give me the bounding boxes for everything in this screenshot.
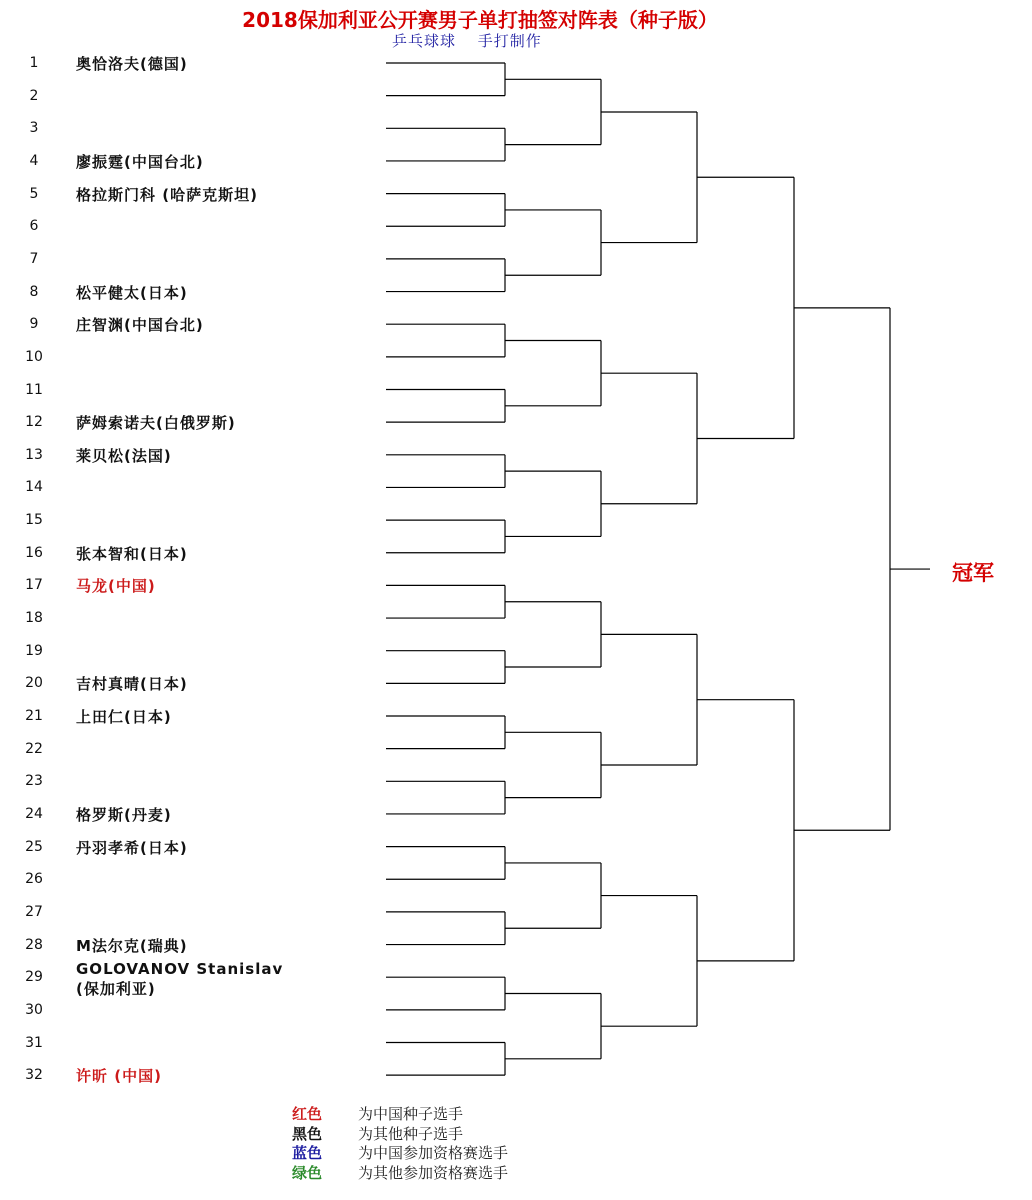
legend-description: 为其他参加资格赛选手 (358, 1163, 509, 1182)
draw-position-number: 16 (25, 544, 43, 561)
draw-position-number: 7 (29, 250, 39, 267)
draw-position-number: 8 (29, 283, 39, 300)
player-name: 松平健太(日本) (76, 283, 188, 302)
player-name: 奥恰洛夫(德国) (76, 55, 188, 73)
draw-position-number: 10 (25, 348, 43, 365)
draw-position-number: 2 (29, 87, 39, 104)
legend-color-label: 黑色 (292, 1124, 323, 1143)
draw-position-number: 5 (29, 185, 39, 202)
draw-position-number: 22 (25, 740, 43, 757)
draw-position-number: 19 (25, 642, 43, 659)
legend-color-label: 蓝色 (292, 1144, 323, 1162)
draw-position-number: 20 (25, 675, 43, 692)
player-name: 格罗斯(丹麦) (76, 805, 172, 824)
draw-position-number: 27 (25, 903, 43, 920)
draw-position-number: 1 (29, 55, 39, 71)
draw-position-number: 26 (25, 871, 43, 888)
draw-position-number: 15 (25, 512, 43, 529)
draw-position-number: 24 (25, 805, 43, 822)
draw-position-number: 25 (25, 838, 43, 855)
draw-position-number: 31 (25, 1034, 43, 1051)
player-name: 吉村真晴(日本) (76, 675, 188, 694)
player-name: 莱贝松(法国) (76, 446, 172, 465)
draw-position-number: 23 (25, 773, 43, 790)
draw-position-number: 14 (25, 479, 43, 496)
player-name: 廖振霆(中国台北) (76, 152, 204, 171)
legend-description: 为其他种子选手 (358, 1124, 464, 1143)
player-name: 上田仁(日本) (76, 708, 172, 726)
legend (292, 1103, 508, 1181)
draw-position-number: 12 (25, 414, 43, 431)
draw-position-number: 9 (29, 316, 39, 333)
player-name: 萨姆索诺夫(白俄罗斯) (76, 414, 236, 433)
player-name: 张本智和(日本) (76, 544, 188, 563)
player-name: 许昕 (中国) (76, 1067, 162, 1086)
player-name: 格拉斯门科 (哈萨克斯坦) (76, 185, 258, 204)
draw-position-number: 29 (25, 969, 43, 986)
draw-position-number: 30 (25, 1001, 43, 1018)
player-name: 马龙(中国) (76, 577, 156, 596)
player-name: 庄智渊(中国台北) (76, 316, 204, 335)
draw-position-number: 6 (29, 218, 39, 235)
legend-color-label: 绿色 (292, 1163, 323, 1182)
draw-position-number: 4 (29, 152, 39, 169)
draw-position-number: 11 (25, 381, 43, 398)
draw-position-number: 17 (25, 577, 43, 594)
draw-position-number: 13 (25, 446, 43, 463)
player-name: M法尔克(瑞典) (76, 936, 188, 955)
page-title: 2018保加利亚公开赛男子单打抽签对阵表（种子版） (242, 8, 718, 32)
legend-row-green (292, 1162, 508, 1182)
player-name: GOLOVANOV Stanislav (保加利亚) (76, 960, 284, 999)
champion-label: 冠军 (952, 561, 994, 585)
player-name: 丹羽孝希(日本) (76, 838, 188, 857)
draw-position-number: 28 (25, 936, 43, 953)
legend-row-red (292, 1103, 508, 1123)
draw-position-number: 32 (25, 1067, 43, 1084)
legend-row-black (292, 1123, 508, 1143)
draw-position-number: 21 (25, 708, 43, 724)
legend-description: 为中国种子选手 (358, 1105, 464, 1123)
draw-position-number: 18 (25, 610, 43, 627)
legend-row-blue (292, 1142, 508, 1162)
draw-position-number: 3 (29, 120, 39, 137)
legend-color-label: 红色 (292, 1105, 323, 1123)
subtitle: 乒乓球球 手打制作 (392, 32, 542, 50)
legend-description: 为中国参加资格赛选手 (358, 1144, 509, 1162)
